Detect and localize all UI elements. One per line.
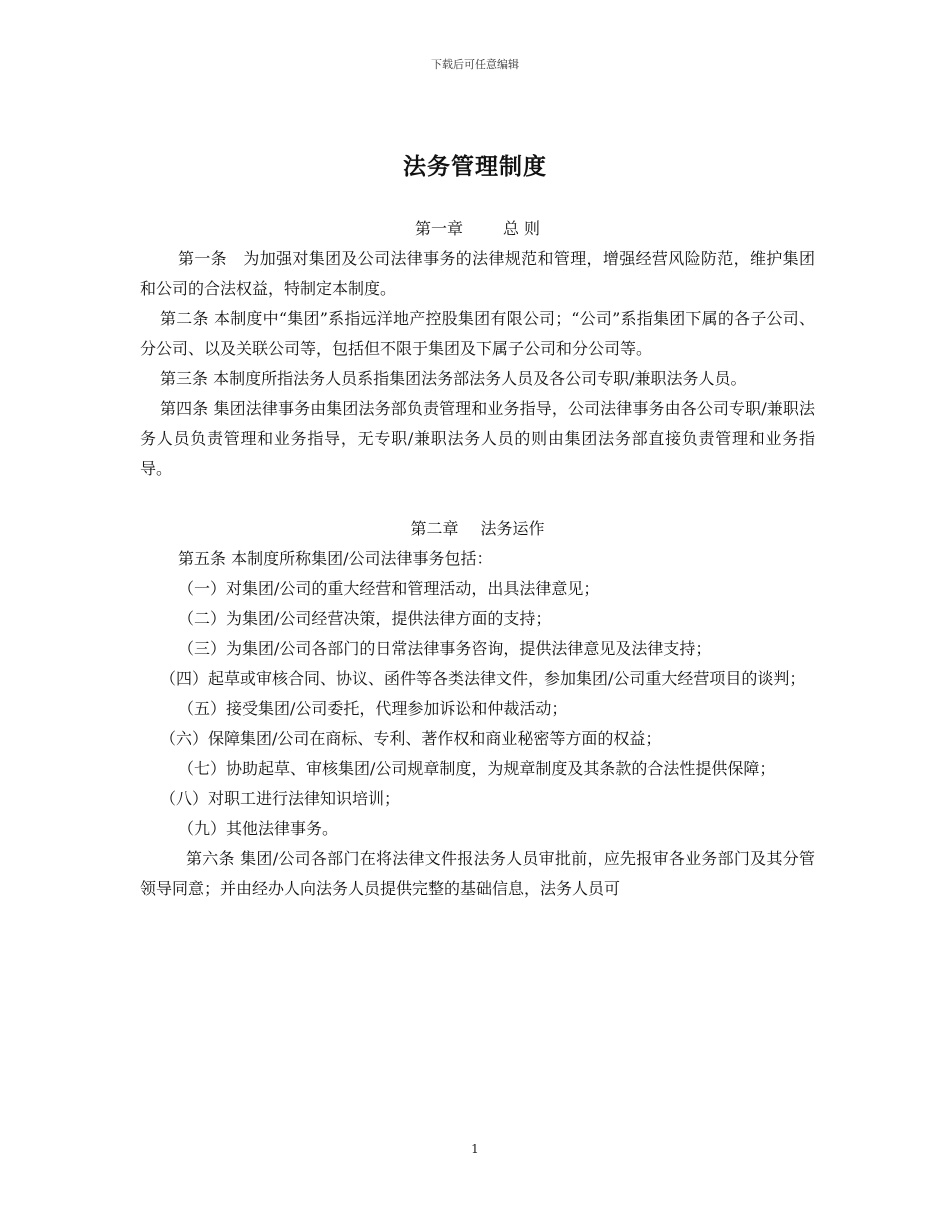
chapter-heading-1 <box>140 214 815 244</box>
page-number: 1 <box>471 1142 479 1156</box>
document-body <box>140 214 815 904</box>
list-item: （五）接受集团/公司委托，代理参加诉讼和仲裁活动； <box>178 699 568 718</box>
article-paragraph: 第一条 为加强对集团及公司法律事务的法律规范和管理，增强经营风险防范，维护集团和公司的合法权益，特制定本制度。 <box>140 249 815 298</box>
list-item: （三）为集团/公司各部门的日常法律事务咨询，提供法律意见及法律支持； <box>178 639 712 658</box>
chapter-number: 第一章 <box>414 219 463 238</box>
list-item: （八）对职工进行法律知识培训； <box>160 789 401 808</box>
article-paragraph: 第二条 本制度中“集团”系指远洋地产控股集团有限公司；“公司”系指集团下属的各子公司、分公司、以及关联公司等，包括但不限于集团及下属子公司和分公司等。 <box>140 309 815 358</box>
section-spacer <box>140 484 815 514</box>
list-item: （一）对集团/公司的重大经营和管理活动，出具法律意见； <box>178 579 600 598</box>
list-item: （七）协助起草、审核集团/公司规章制度，为规章制度及其条款的合法性提供保障； <box>178 759 776 778</box>
list-item: （九）其他法律事务。 <box>178 819 339 838</box>
article-paragraph: 第六条 集团/公司各部门在将法律文件报法务人员审批前，应先报审各业务部门及其分管领导同意；并由经办人向法务人员提供完整的基础信息，法务人员可 <box>140 849 815 898</box>
list-item: （四）起草或审核合同、协议、函件等各类法律文件，参加集团/公司重大经营项目的谈判； <box>160 669 806 688</box>
article-paragraph: 第三条 本制度所指法务人员系指集团法务部法务人员及各公司专职/兼职法务人员。 <box>160 369 747 388</box>
article-paragraph: 第五条 本制度所称集团/公司法律事务包括： <box>178 549 493 568</box>
chapter-heading-2 <box>140 514 815 544</box>
page-header: 下载后可任意编辑 <box>431 58 519 71</box>
chapter-number: 第二章 <box>410 519 459 538</box>
document-title: 法务管理制度 <box>403 154 547 180</box>
chapter-name: 总 则 <box>502 219 541 238</box>
chapter-name: 法务运作 <box>480 519 545 538</box>
article-paragraph: 第四条 集团法律事务由集团法务部负责管理和业务指导，公司法律事务由各公司专职/兼职法务人员负责管理和业务指导，无专职/兼职法务人员的则由集团法务部直接负责管理和业务指导。 <box>140 399 815 478</box>
list-item: （二）为集团/公司经营决策，提供法律方面的支持； <box>178 609 552 628</box>
list-item: （六）保障集团/公司在商标、专利、著作权和商业秘密等方面的权益； <box>160 729 662 748</box>
